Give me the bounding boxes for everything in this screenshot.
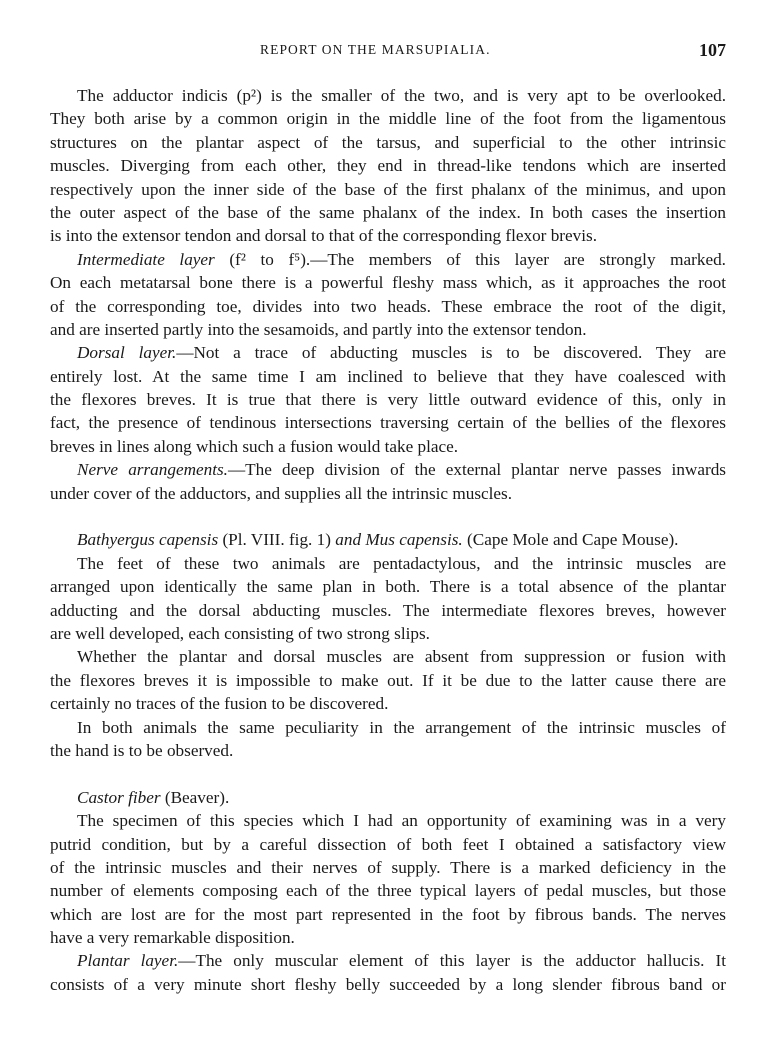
text-line: under cover of the adductors, and supplies all the intrinsic muscles. — [50, 483, 513, 503]
paragraph-adductor-indicis — [50, 84, 726, 248]
species-name: Bathyergus capensis — [77, 530, 219, 550]
plate-reference: (Pl. VIII. fig. 1) — [218, 530, 336, 550]
heading-suffix: (f² to f⁵). — [214, 249, 311, 269]
text-line: The specimen of this species which I had an opportunity of examining was in a very — [77, 811, 726, 831]
paragraph-dorsal-layer — [50, 341, 726, 458]
section-heading: Plantar layer. — [77, 951, 179, 971]
species-heading-castor — [50, 786, 726, 809]
conjunction: and — [335, 530, 362, 550]
page-body — [50, 84, 726, 996]
text-run: —The only muscular element of this layer is the adductor hallucis. It — [178, 951, 726, 971]
text-line: the outer aspect of the base of the same phalanx of the index. In both cases the insertion — [50, 202, 726, 222]
section-heading: Dorsal layer. — [77, 343, 177, 363]
text-line: is into the extensor tendon and dorsal to that of the corresponding flexor brevis. — [50, 226, 598, 246]
text-line: respectively upon the inner side of the base of the first phalanx of the minimus, and upon — [50, 179, 726, 199]
text-line: are well developed, each consisting of two strong slips. — [50, 623, 430, 643]
text-line: breves in lines along which such a fusion would take place. — [50, 436, 459, 456]
text-line: They both arise by a common origin in the middle line of the foot from the ligamentous — [50, 109, 726, 129]
section-gap — [50, 762, 726, 785]
species-heading-bathyergus — [50, 528, 726, 551]
text-line: of the corresponding toe, divides into two heads. These embrace the root of the digit, — [50, 296, 726, 316]
text-line: The adductor indicis (p²) is the smaller of the two, and is very apt to be overlooked. — [77, 86, 726, 105]
text-line: The feet of these two animals are pentadactylous, and the intrinsic muscles are — [77, 553, 726, 573]
section-heading: Intermediate layer — [77, 249, 215, 269]
text-line: muscles. Diverging from each other, they end in thread-like tendons which are inserted — [50, 156, 726, 176]
text-line: the hand is to be observed. — [50, 740, 234, 760]
text-line: and are inserted partly into the sesamoids, and partly into the extensor tendon. — [50, 319, 587, 339]
text-line: consists of a very minute short fleshy belly succeeded by a long slender fibrous band or — [50, 974, 726, 994]
text-line: number of elements composing each of the three typical layers of pedal muscles, but those — [50, 881, 726, 901]
text-run: —The members of this layer are strongly marked. — [310, 249, 726, 269]
text-line: which are lost are for the most part represented in the foot by fibrous bands. The nerves — [50, 904, 726, 924]
text-run: —The deep division of the external plantar nerve passes inwards — [227, 460, 726, 480]
common-name: (Cape Mole and Cape Mouse). — [462, 530, 679, 550]
text-line: On each metatarsal bone there is a powerful fleshy mass which, as it approaches the root — [50, 273, 726, 293]
text-line: In both animals the same peculiarity in the arrangement of the intrinsic muscles of — [77, 717, 726, 737]
text-line — [50, 458, 726, 481]
common-name: (Beaver). — [160, 787, 230, 807]
text-line: have a very remarkable disposition. — [50, 928, 295, 948]
running-title: REPORT ON THE MARSUPIALIA. — [260, 42, 491, 57]
page-number: 107 — [699, 40, 726, 60]
section-gap — [50, 505, 726, 528]
species-name: Mus capensis. — [361, 530, 463, 550]
text-line: entirely lost. At the same time I am inclined to believe that they have coalesced with — [50, 366, 726, 386]
text-line: certainly no traces of the fusion to be discovered. — [50, 694, 389, 714]
paragraph-intermediate-layer — [50, 248, 726, 342]
paragraph-bathyergus-hand — [50, 716, 726, 763]
paragraph-nerve-arrangements — [50, 458, 726, 505]
species-name: Castor fiber — [77, 787, 161, 807]
paragraph-plantar-layer — [50, 949, 726, 996]
paragraph-bathyergus-fusion — [50, 645, 726, 715]
text-line: arranged upon identically the same plan in both. There is a total absence of the plantar — [50, 577, 726, 597]
text-line: Whether the plantar and dorsal muscles are absent from suppression or fusion with — [77, 647, 726, 667]
text-line: putrid condition, but by a careful dissection of both feet I obtained a satisfactory view — [50, 834, 726, 854]
text-line — [50, 248, 726, 271]
text-line: the flexores breves it is impossible to make out. If it be due to the latter cause there are — [50, 670, 726, 690]
paragraph-castor-specimen — [50, 809, 726, 949]
paragraph-bathyergus-feet — [50, 552, 726, 646]
text-line: of the intrinsic muscles and their nerves of supply. There is a marked deficiency in the — [50, 857, 726, 877]
text-line: fact, the presence of tendinous intersections traversing certain of the bellies of the flexores — [50, 413, 726, 433]
text-line: structures on the plantar aspect of the tarsus, and superficial to the other intrinsic — [50, 132, 726, 152]
text-line — [50, 341, 726, 364]
text-run: —Not a trace of abducting muscles is to be discovered. They are — [176, 343, 726, 363]
section-heading: Nerve arrangements. — [77, 460, 228, 480]
running-header — [50, 40, 726, 64]
text-line: adducting and the dorsal abducting muscles. The intermediate flexores breves, however — [50, 600, 726, 620]
text-line — [50, 949, 726, 972]
text-line: the flexores breves. It is true that there is very little outward evidence of this, only in — [50, 390, 726, 410]
